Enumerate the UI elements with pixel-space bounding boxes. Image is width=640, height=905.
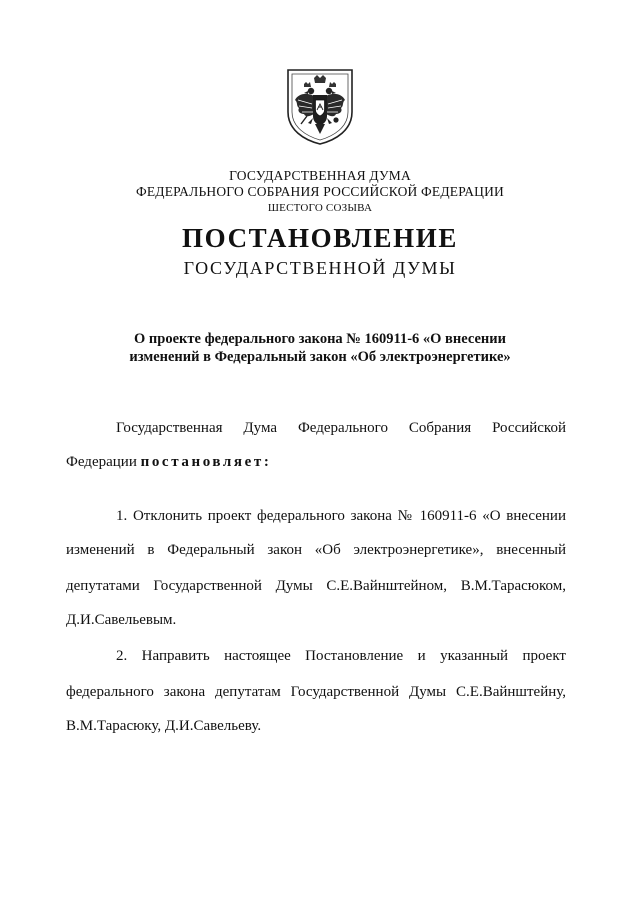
preamble-verb: постановляет: <box>140 454 272 470</box>
document-subtitle: ГОСУДАРСТВЕННОЙ ДУМЫ <box>183 258 457 278</box>
convocation-line: ШЕСТОГО СОЗЫВА <box>267 202 373 214</box>
russian-coat-of-arms-icon <box>284 66 356 146</box>
subject-line2: изменений в Федеральный закон «Об электроэнергетике» <box>129 349 511 365</box>
item1-line1: 1. Отклонить проект федерального закона № 160911-6 «О внесении <box>116 508 566 524</box>
item2-line1: 2. Направить настоящее Постановление и указанный проект <box>116 648 566 664</box>
preamble-federation: Федерации <box>66 454 137 470</box>
item2-line2: федерального закона депутатам Государственной Думы С.Е.Вайнштейну, <box>66 684 566 700</box>
org-name-line1: ГОСУДАРСТВЕННАЯ ДУМА <box>229 168 411 183</box>
preamble-line1: Государственная Дума Федерального Собрания Российской <box>116 420 566 436</box>
subject-line1: О проекте федерального закона № 160911-6 «О внесении <box>134 331 506 347</box>
preamble-line2 <box>66 452 566 472</box>
org-name-line2: ФЕДЕРАЛЬНОГО СОБРАНИЯ РОССИЙСКОЙ ФЕДЕРАЦИИ <box>136 184 504 199</box>
item1-line4: Д.И.Савельевым. <box>66 612 177 628</box>
item2-line3: В.М.Тарасюку, Д.И.Савельеву. <box>66 718 262 734</box>
document-title: ПОСТАНОВЛЕНИЕ <box>182 223 458 253</box>
item1-line2: изменений в Федеральный закон «Об электроэнергетике», внесенный <box>66 542 566 558</box>
item1-line3: депутатами Государственной Думы С.Е.Вайнштейном, В.М.Тарасюком, <box>66 578 566 594</box>
